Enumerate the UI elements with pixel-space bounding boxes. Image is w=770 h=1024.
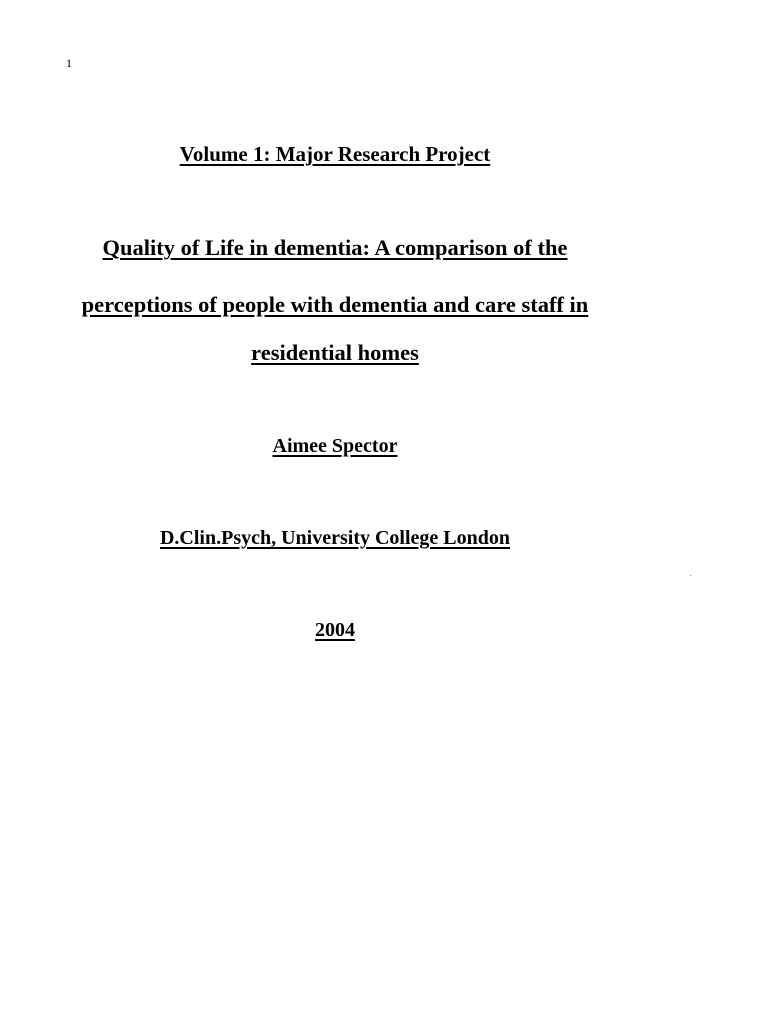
title-line-3: residential homes (251, 340, 419, 365)
author-name: Aimee Spector (272, 435, 398, 457)
title-line-1: Quality of Life in dementia: A comparison of the (102, 235, 568, 260)
volume-heading: Volume 1: Major Research Project (179, 142, 491, 166)
institution: D.Clin.Psych, University College London (159, 527, 511, 549)
scan-speck (690, 575, 691, 576)
year: 2004 (315, 619, 355, 641)
title-line-2: perceptions of people with dementia and care staff in (81, 292, 589, 317)
page-number: 1 (66, 56, 72, 70)
